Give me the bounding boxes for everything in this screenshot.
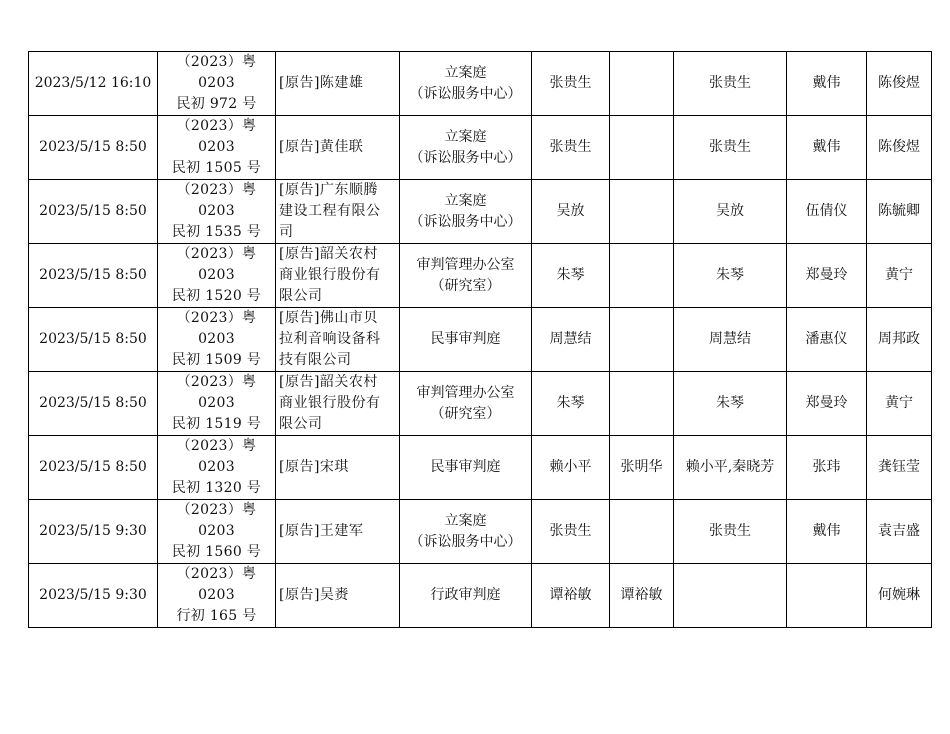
hearing-time-cell: 2023/5/15 8:50	[29, 244, 158, 308]
clerk-cell: 黄宁	[867, 372, 932, 436]
hearing-time-cell: 2023/5/12 16:10	[29, 52, 158, 116]
court-division-cell	[400, 244, 532, 308]
court-division-line: （诉讼服务中心）	[409, 85, 522, 102]
judge-cell: 吴放	[532, 180, 610, 244]
judge-cell: 周慧结	[532, 308, 610, 372]
case-number-cell	[158, 244, 276, 308]
party-line: 建设工程有限公	[279, 203, 381, 219]
clerk-cell: 周邦政	[867, 308, 932, 372]
presiding-judge-cell: 谭裕敏	[610, 564, 674, 628]
clerk-cell: 陈俊煜	[867, 116, 932, 180]
party-line: 司	[279, 224, 294, 240]
presiding-judge-cell	[610, 244, 674, 308]
court-division-cell	[400, 500, 532, 564]
party-cell	[276, 436, 400, 500]
panel-members-cell: 张贵生	[674, 500, 787, 564]
table-row	[29, 500, 932, 564]
hearing-time-cell: 2023/5/15 9:30	[29, 500, 158, 564]
case-number-cell	[158, 564, 276, 628]
judge-cell: 张贵生	[532, 500, 610, 564]
judge-cell: 朱琴	[532, 372, 610, 436]
clerk-cell: 何婉琳	[867, 564, 932, 628]
case-number-line: （2023）粤 0203	[176, 566, 257, 603]
court-division-cell	[400, 372, 532, 436]
party-line: 限公司	[279, 288, 323, 304]
court-division-line: （研究室）	[430, 405, 501, 422]
court-division-line: 民事审判庭	[430, 331, 501, 347]
case-number-cell	[158, 500, 276, 564]
court-division-line: （研究室）	[430, 277, 501, 294]
court-division-line: （诉讼服务中心）	[409, 533, 522, 550]
case-number-cell	[158, 372, 276, 436]
table-row	[29, 52, 932, 116]
case-number-line: （2023）粤 0203	[176, 54, 257, 91]
party-line: [原告]吴赉	[279, 587, 349, 603]
clerk-cell: 黄宁	[867, 244, 932, 308]
party-cell	[276, 180, 400, 244]
presiding-judge-cell	[610, 500, 674, 564]
party-line: [原告]王建军	[279, 523, 364, 539]
judge-assistant-cell	[787, 564, 867, 628]
court-division-line: 审判管理办公室	[416, 256, 515, 273]
case-number-line: 民初 1560 号	[171, 544, 262, 560]
table-row	[29, 372, 932, 436]
court-division-line: 立案庭	[444, 192, 487, 209]
case-number-cell	[158, 436, 276, 500]
hearing-time-cell: 2023/5/15 8:50	[29, 116, 158, 180]
panel-members-cell: 周慧结	[674, 308, 787, 372]
case-number-line: 民初 1505 号	[171, 160, 262, 176]
party-cell	[276, 116, 400, 180]
hearing-time-cell: 2023/5/15 8:50	[29, 436, 158, 500]
judge-assistant-cell: 戴伟	[787, 500, 867, 564]
court-division-line: 审判管理办公室	[416, 384, 515, 401]
presiding-judge-cell	[610, 180, 674, 244]
party-line: 商业银行股份有	[279, 267, 381, 283]
table-row	[29, 436, 932, 500]
court-division-cell	[400, 308, 532, 372]
panel-members-cell: 赖小平,秦晓芳	[674, 436, 787, 500]
case-number-line: 行初 165 号	[176, 608, 257, 624]
case-number-cell	[158, 180, 276, 244]
case-number-line: （2023）粤 0203	[176, 438, 257, 475]
panel-members-cell: 朱琴	[674, 372, 787, 436]
party-line: 技有限公司	[279, 352, 352, 368]
clerk-cell: 陈毓卿	[867, 180, 932, 244]
party-line: [原告]宋琪	[279, 459, 349, 475]
party-line: [原告]广东顺腾	[279, 182, 378, 198]
party-cell	[276, 500, 400, 564]
panel-members-cell: 张贵生	[674, 116, 787, 180]
court-division-line: 立案庭	[444, 512, 487, 529]
party-cell	[276, 244, 400, 308]
judge-cell: 张贵生	[532, 52, 610, 116]
court-division-cell	[400, 436, 532, 500]
presiding-judge-cell	[610, 372, 674, 436]
party-line: 商业银行股份有	[279, 395, 381, 411]
judge-assistant-cell: 郑曼玲	[787, 244, 867, 308]
case-number-line: 民初 1320 号	[171, 480, 262, 496]
court-division-cell	[400, 180, 532, 244]
presiding-judge-cell	[610, 52, 674, 116]
court-division-line: 民事审判庭	[430, 459, 501, 475]
clerk-cell: 龚钰莹	[867, 436, 932, 500]
case-number-line: （2023）粤 0203	[176, 310, 257, 347]
judge-cell: 张贵生	[532, 116, 610, 180]
judge-assistant-cell: 张玮	[787, 436, 867, 500]
court-division-line: （诉讼服务中心）	[409, 149, 522, 166]
case-number-cell	[158, 52, 276, 116]
judge-assistant-cell: 戴伟	[787, 116, 867, 180]
party-line: [原告]韶关农村	[279, 246, 378, 262]
judge-assistant-cell: 伍倩仪	[787, 180, 867, 244]
hearing-time-cell: 2023/5/15 8:50	[29, 372, 158, 436]
panel-members-cell	[674, 564, 787, 628]
case-number-line: 民初 1519 号	[171, 416, 262, 432]
court-division-line: 立案庭	[444, 128, 487, 145]
hearing-time-cell: 2023/5/15 9:30	[29, 564, 158, 628]
case-number-line: （2023）粤 0203	[176, 502, 257, 539]
panel-members-cell: 吴放	[674, 180, 787, 244]
party-line: [原告]佛山市贝	[279, 310, 378, 326]
judge-assistant-cell: 郑曼玲	[787, 372, 867, 436]
court-division-line: 立案庭	[444, 64, 487, 81]
presiding-judge-cell	[610, 308, 674, 372]
case-number-line: 民初 1520 号	[171, 288, 262, 304]
case-number-line: （2023）粤 0203	[176, 182, 257, 219]
judge-assistant-cell: 潘惠仪	[787, 308, 867, 372]
court-division-cell	[400, 564, 532, 628]
table-row	[29, 564, 932, 628]
party-cell	[276, 52, 400, 116]
party-line: 限公司	[279, 416, 323, 432]
case-number-line: 民初 1535 号	[171, 224, 262, 240]
court-division-cell	[400, 116, 532, 180]
party-cell	[276, 308, 400, 372]
court-division-line: （诉讼服务中心）	[409, 213, 522, 230]
table-row	[29, 116, 932, 180]
party-line: [原告]韶关农村	[279, 374, 378, 390]
court-division-cell	[400, 52, 532, 116]
case-number-line: 民初 972 号	[176, 96, 257, 112]
table-row	[29, 244, 932, 308]
case-number-line: （2023）粤 0203	[176, 118, 257, 155]
party-line: 拉利音响设备科	[279, 331, 381, 347]
table-row	[29, 180, 932, 244]
court-division-line: 行政审判庭	[430, 587, 501, 603]
hearing-time-cell: 2023/5/15 8:50	[29, 180, 158, 244]
panel-members-cell: 张贵生	[674, 52, 787, 116]
party-cell	[276, 564, 400, 628]
judge-cell: 谭裕敏	[532, 564, 610, 628]
case-number-line: （2023）粤 0203	[176, 374, 257, 411]
presiding-judge-cell	[610, 116, 674, 180]
judge-cell: 赖小平	[532, 436, 610, 500]
case-number-line: （2023）粤 0203	[176, 246, 257, 283]
hearing-schedule-sheet	[28, 51, 931, 628]
panel-members-cell: 朱琴	[674, 244, 787, 308]
schedule-body	[29, 52, 932, 628]
case-number-line: 民初 1509 号	[171, 352, 262, 368]
party-line: [原告]陈建雄	[279, 75, 364, 91]
clerk-cell: 袁吉盛	[867, 500, 932, 564]
presiding-judge-cell: 张明华	[610, 436, 674, 500]
table-row	[29, 308, 932, 372]
party-line: [原告]黄佳联	[279, 139, 364, 155]
clerk-cell: 陈俊煜	[867, 52, 932, 116]
judge-cell: 朱琴	[532, 244, 610, 308]
judge-assistant-cell: 戴伟	[787, 52, 867, 116]
party-cell	[276, 372, 400, 436]
hearing-schedule-table	[28, 51, 932, 628]
hearing-time-cell: 2023/5/15 8:50	[29, 308, 158, 372]
case-number-cell	[158, 116, 276, 180]
case-number-cell	[158, 308, 276, 372]
